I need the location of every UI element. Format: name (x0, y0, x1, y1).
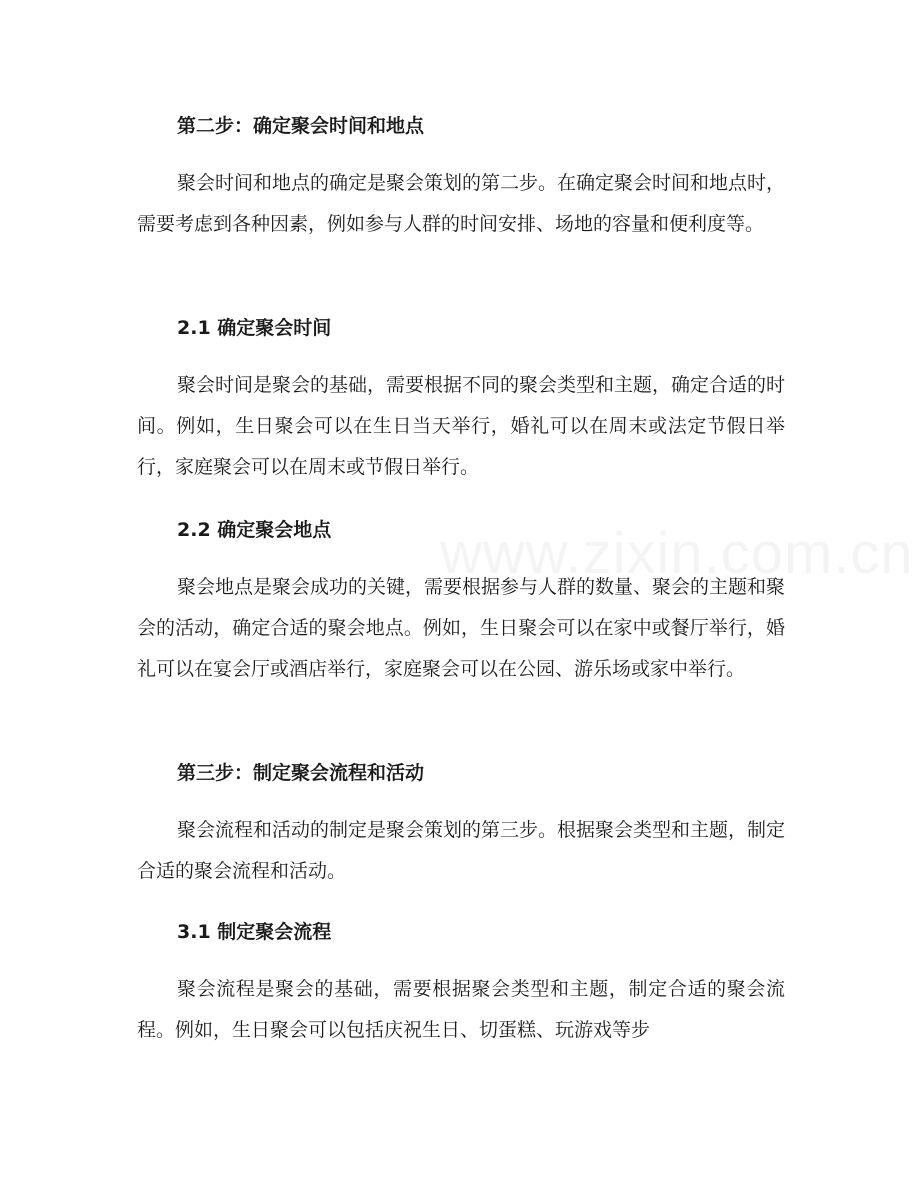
heading-2-2: 2.2 确定聚会地点 (177, 519, 332, 541)
heading-2-1: 2.1 确定聚会时间 (177, 317, 332, 339)
paragraph-2-2: 聚会地点是聚会成功的关键，需要根据参与人群的数量、聚会的主题和聚会的活动，确定合适的聚会地点。例如，生日聚会可以在家中或餐厅举行，婚礼可以在宴会厅或酒店举行，家庭聚会可以在公园、游乐场或家中举行。 (137, 576, 786, 680)
paragraph-2-1: 聚会时间是聚会的基础，需要根据不同的聚会类型和主题，确定合适的时间。例如，生日聚会可以在生日当天举行，婚礼可以在周末或法定节假日举行，家庭聚会可以在周末或节假日举行。 (137, 374, 786, 478)
heading-3-1: 3.1 制定聚会流程 (177, 921, 332, 943)
heading-step-2: 第二步：确定聚会时间和地点 (177, 115, 425, 137)
paragraph-3-1: 聚会流程是聚会的基础，需要根据聚会类型和主题，制定合适的聚会流程。例如，生日聚会可以包括庆祝生日、切蛋糕、玩游戏等步 (137, 978, 785, 1041)
heading-step-3: 第三步：制定聚会流程和活动 (177, 762, 425, 784)
paragraph-step-2: 聚会时间和地点的确定是聚会策划的第二步。在确定聚会时间和地点时，需要考虑到各种因素，例如参与人群的时间安排、场地的容量和便利度等。 (137, 172, 786, 235)
paragraph-step-3: 聚会流程和活动的制定是聚会策划的第三步。根据聚会类型和主题，制定合适的聚会流程和活动。 (137, 819, 786, 882)
